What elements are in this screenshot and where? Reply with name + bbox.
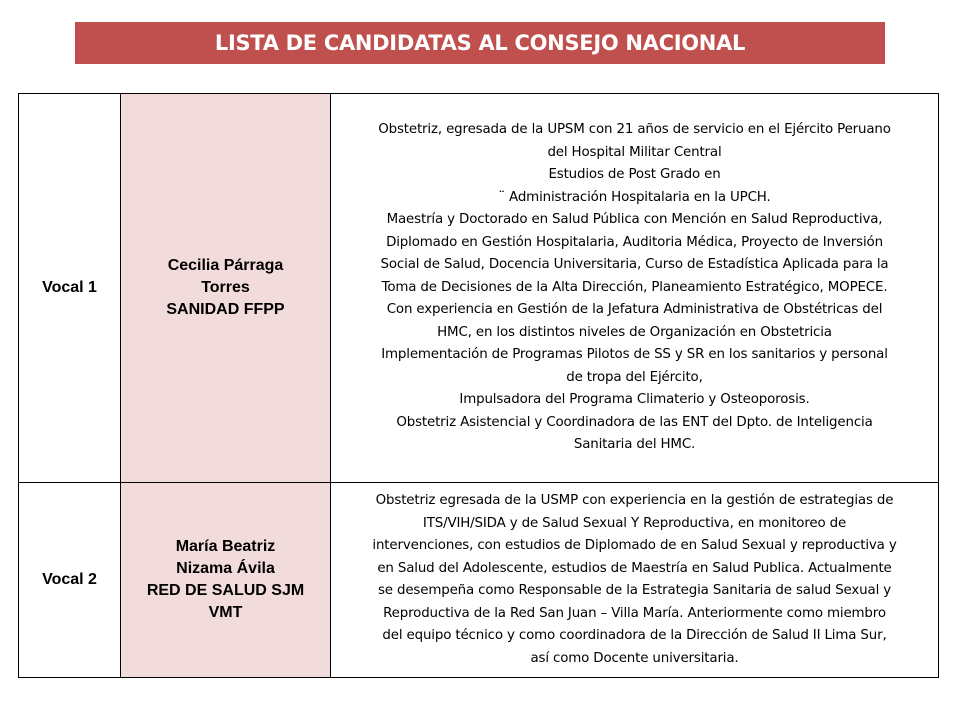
candidate-name (121, 94, 331, 483)
candidate-name-line: María Beatriz (175, 538, 276, 555)
description-line: Toma de Decisiones de la Alta Dirección, Planeamiento Estratégico, MOPECE. (381, 279, 888, 295)
candidate-description (331, 94, 939, 483)
description-line: Impulsadora del Programa Climaterio y Osteoporosis. (459, 392, 810, 408)
description-line: así como Docente universitaria. (530, 650, 739, 666)
candidate-name-line: Cecilia Párraga (167, 257, 284, 274)
candidate-description (331, 483, 939, 678)
description-line: Sanitaria del HMC. (573, 437, 696, 453)
candidate-organization: RED DE SALUD SJM (146, 582, 305, 599)
description-line: HMC, en los distintos niveles de Organización en Obstetricia (437, 324, 832, 340)
description-line: Obstetriz, egresada de la UPSM con 21 años de servicio en el Ejército Peruano (378, 122, 891, 138)
candidate-name-line: Nizama Ávila (176, 560, 275, 577)
description-line: ITS/VIH/SIDA y de Salud Sexual Y Reproductiva, en monitoreo de (422, 515, 847, 531)
description-line: Obstetriz Asistencial y Coordinadora de las ENT del Dpto. de Inteligencia (396, 414, 873, 430)
description-line: Social de Salud, Docencia Universitaria, Curso de Estadística Aplicada para la (380, 257, 889, 273)
description-line: del Hospital Militar Central (547, 144, 722, 160)
description-line: Implementación de Programas Pilotos de SS y SR en los sanitarios y personal (381, 347, 888, 363)
description-line: Obstetriz egresada de la USMP con experiencia en la gestión de estrategias de (375, 493, 894, 508)
description-line: de tropa del Ejército, (566, 369, 703, 385)
description-line: del equipo técnico y como coordinadora de la Dirección de Salud II Lima Sur, (382, 628, 887, 643)
description-line: Maestría y Doctorado en Salud Pública con Mención en Salud Reproductiva, (386, 212, 883, 228)
description-line: ¨ Administración Hospitalaria en la UPCH. (498, 189, 771, 205)
description-line: Estudios de Post Grado en (548, 167, 721, 183)
description-line: en Salud del Adolescente, estudios de Maestría en Salud Publica. Actualmente (377, 560, 892, 576)
candidate-position: Vocal 2 (19, 483, 121, 678)
table-row (19, 94, 939, 483)
candidate-name-line: Torres (201, 279, 250, 296)
candidate-organization: VMT (208, 604, 243, 621)
description-line: Diplomado en Gestión Hospitalaria, Auditoria Médica, Proyecto de Inversión (386, 234, 883, 250)
candidates-table (18, 93, 939, 678)
candidate-position: Vocal 1 (19, 94, 121, 483)
page-title: LISTA DE CANDIDATAS AL CONSEJO NACIONAL (75, 22, 885, 64)
candidate-name (121, 483, 331, 678)
table-row (19, 483, 939, 678)
description-line: intervenciones, con estudios de Diplomado de en Salud Sexual y reproductiva y (372, 538, 897, 553)
description-line: Reproductiva de la Red San Juan – Villa María. Anteriormente como miembro (383, 605, 886, 621)
description-line: se desempeña como Responsable de la Estrategia Sanitaria de salud Sexual y (377, 583, 892, 598)
candidate-organization: SANIDAD FFPP (166, 301, 285, 318)
description-line: Con experiencia en Gestión de la Jefatura Administrativa de Obstétricas del (386, 302, 883, 318)
